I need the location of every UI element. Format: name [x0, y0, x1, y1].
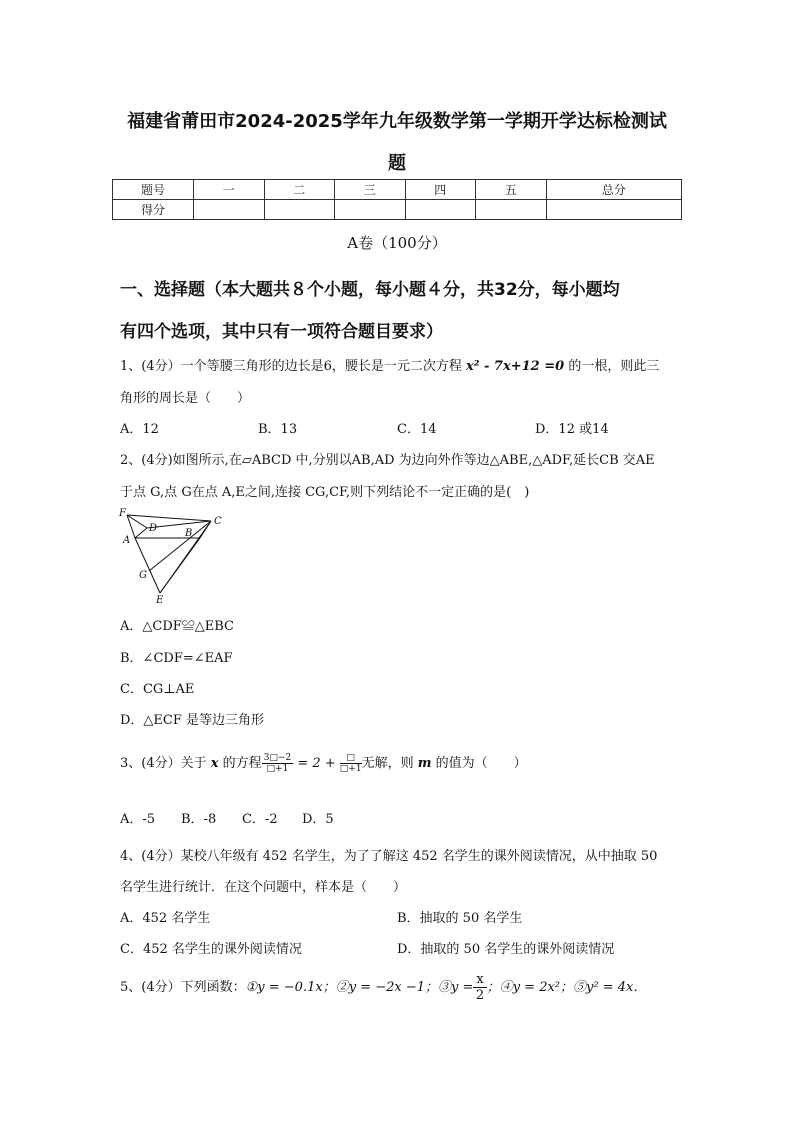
q1-option-b[interactable]: B．13	[258, 422, 298, 437]
fraction-denominator: 2	[475, 988, 485, 1003]
segment-cg	[149, 521, 211, 571]
table-cell[interactable]	[405, 200, 476, 220]
q1-text-b: 的一根，则此三	[568, 359, 660, 374]
segment-fd	[127, 515, 147, 528]
table-cell: 三	[335, 180, 406, 200]
q1-text: 1、(4分）一个等腰三角形的边长是6，腰长是一元二次方程	[120, 359, 462, 374]
table-cell: 二	[264, 180, 335, 200]
label-b: B	[185, 528, 193, 539]
q5-function-4: ；④y = 2x²；	[486, 980, 574, 995]
segment-ad	[135, 528, 147, 538]
q4-line2: 名学生进行统计．在这个问题中，样本是（ ）	[120, 880, 407, 895]
part1-heading-line2: 有四个选项，其中只有一项符合题目要求）	[120, 322, 443, 342]
table-cell: 题号	[113, 180, 194, 200]
table-row	[113, 200, 682, 220]
fraction-denominator: □+1	[266, 764, 289, 774]
q1-option-a[interactable]: A．12	[120, 422, 159, 437]
q3-var-x: x	[210, 756, 219, 771]
label-a: A	[123, 535, 131, 546]
q5-fraction	[473, 972, 486, 1003]
q3-fraction-1	[262, 753, 294, 774]
q3-option-d[interactable]: D．5	[302, 812, 334, 827]
q3-option-b[interactable]: B．-8	[181, 812, 217, 827]
label-d: D	[149, 523, 158, 534]
table-cell: 四	[405, 180, 476, 200]
exam-title-line1: 福建省莆田市2024-2025学年九年级数学第一学期开学达标检测试	[127, 111, 667, 132]
q3-line	[120, 752, 527, 774]
q2-option-d[interactable]: D．△ECF 是等边三角形	[120, 713, 265, 728]
q1-line1	[120, 355, 659, 374]
table-cell[interactable]	[335, 200, 406, 220]
q5-line	[120, 972, 646, 1003]
q2-line1: 2、(4分)如图所示,在▱ABCD 中,分别以AB,AD 为边向外作等边△ABE,△ADF,延长CB 交AE	[120, 453, 655, 468]
score-table	[112, 179, 682, 220]
q5-function-1: ①y = −0.1x；	[245, 980, 336, 995]
fraction-numerator: 3□−2	[263, 753, 292, 763]
q5-prefix: 5、(4分）下列函数：	[120, 980, 246, 995]
table-cell: 一	[194, 180, 265, 200]
q3-option-c[interactable]: C．-2	[242, 812, 278, 827]
segment-fc	[127, 515, 211, 521]
label-f: F	[119, 508, 126, 519]
table-cell: 得分	[113, 200, 194, 220]
q2-option-a[interactable]: A．△CDF≌△EBC	[120, 619, 235, 634]
q3-prefix: 3、(4分）关于	[120, 756, 207, 771]
q3-var-m: m	[417, 756, 432, 771]
q4-option-d[interactable]: D．抽取的 50 名学生的课外阅读情况	[397, 942, 615, 957]
geometry-figure	[115, 505, 235, 605]
table-row	[113, 180, 682, 200]
q5-function-3: ③y =	[437, 980, 474, 995]
q5-function-5: ⑤y² = 4x．	[573, 980, 647, 995]
fraction-numerator: □	[340, 753, 362, 764]
q2-option-b[interactable]: B．∠CDF=∠EAF	[120, 651, 233, 666]
label-c: C	[214, 516, 222, 527]
q5-function-2: ②y = −2x −1；	[335, 980, 438, 995]
fraction-numerator: x	[473, 972, 486, 988]
q1-option-c[interactable]: C．14	[397, 422, 437, 437]
q3-eq-mid: = 2 +	[297, 756, 336, 771]
section-a-heading: A卷（100分）	[347, 234, 447, 252]
table-cell: 五	[476, 180, 547, 200]
q3-suffix-a: 无解，则	[361, 756, 414, 771]
q4-option-c[interactable]: C．452 名学生的课外阅读情况	[120, 942, 302, 957]
table-cell[interactable]	[546, 200, 682, 220]
q4-option-a[interactable]: A．452 名学生	[120, 911, 211, 926]
label-e: E	[156, 595, 164, 605]
q1-line2: 角形的周长是（ ）	[120, 391, 251, 406]
q3-suffix-b: 的值为（ ）	[435, 756, 527, 771]
table-cell[interactable]	[476, 200, 547, 220]
part1-heading-line1: 一、选择题（本大题共８个小题，每小题４分，共32分，每小题均	[120, 280, 620, 300]
q4-line1: 4、(4分）某校八年级有 452 名学生，为了了解这 452 名学生的课外阅读情况，从中抽取 50	[120, 849, 658, 864]
table-cell: 总分	[546, 180, 682, 200]
table-cell[interactable]	[264, 200, 335, 220]
q3-mid: 的方程	[222, 756, 262, 771]
exam-title-line2: 题	[388, 153, 406, 174]
q4-option-b[interactable]: B．抽取的 50 名学生	[397, 911, 523, 926]
q3-fraction-2	[340, 753, 362, 774]
q2-line2: 于点 G,点 G在点 A,E之间,连接 CG,CF,则下列结论不一定正确的是( )	[120, 485, 530, 500]
label-g: G	[139, 570, 147, 581]
fraction-denominator: □+1	[339, 764, 362, 774]
q1-option-d[interactable]: D．12 或14	[535, 422, 609, 437]
q3-option-a[interactable]: A．-5	[120, 812, 156, 827]
q2-option-c[interactable]: C．CG⊥AE	[120, 682, 195, 697]
q1-equation: x² - 7x+12 =0	[466, 359, 565, 374]
table-cell[interactable]	[194, 200, 265, 220]
